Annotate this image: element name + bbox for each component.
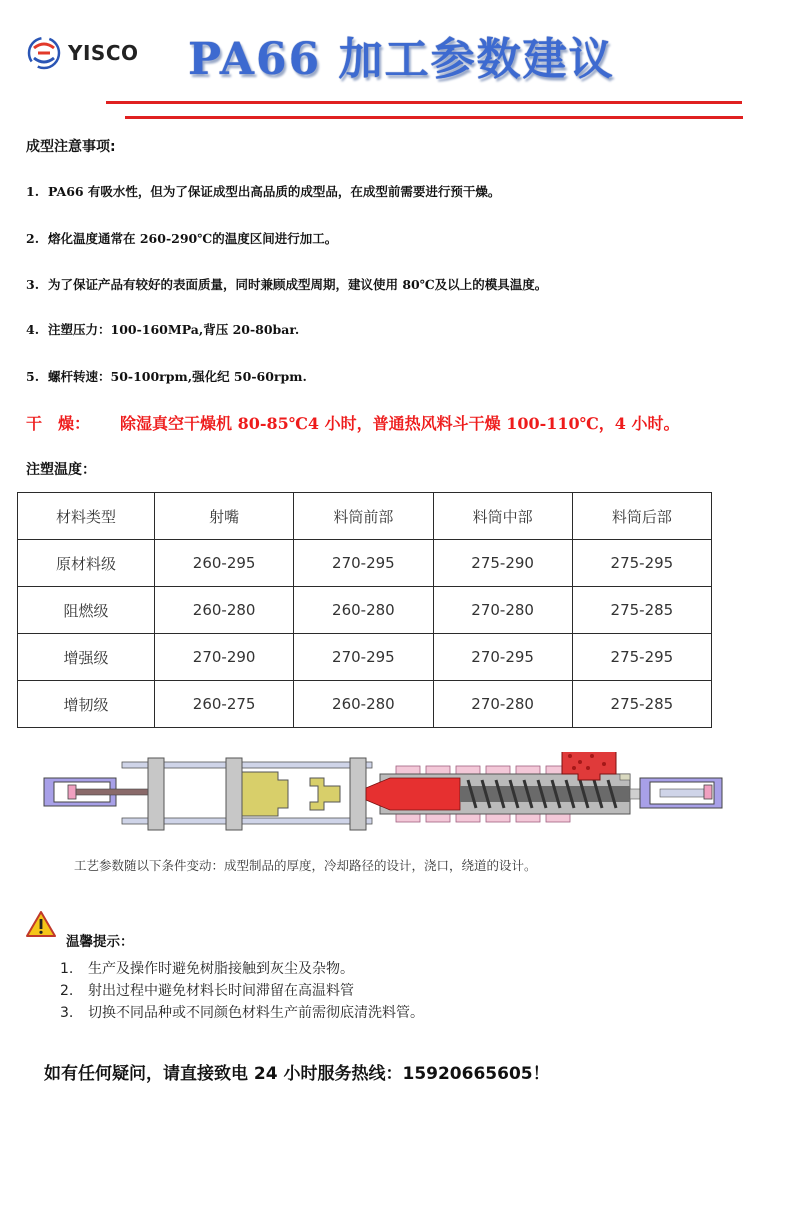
table-header-row <box>18 493 712 540</box>
drying-instructions <box>26 411 800 434</box>
notes-heading: 成型注意事项: <box>26 139 116 155</box>
list-item: 3. 切换不同品种或不同颜色材料生产前需彻底清洗料管。 <box>60 1005 424 1021</box>
table-row <box>18 540 712 587</box>
tips-list <box>60 958 424 1024</box>
table-cell: 增韧级 <box>18 681 155 728</box>
table-cell: 增强级 <box>18 634 155 681</box>
tips-heading: 温馨提示： <box>66 934 134 950</box>
note-item: 5. 螺杆转速：50-100rpm,强化纪 50-60rpm. <box>26 369 307 384</box>
service-hotline: 如有任何疑问，请直接致电 24 小时服务热线：15920665605！ <box>44 1064 550 1084</box>
column-header: 射嘴 <box>155 493 294 540</box>
table-row <box>18 634 712 681</box>
table-cell: 270-295 <box>433 634 572 681</box>
note-item: 3. 为了保证产品有较好的表面质量，同时兼顾成型周期，建议使用 80℃及以上的模具温度。 <box>26 277 548 292</box>
diagram-caption: 工艺参数随以下条件变动：成型制品的厚度，冷却路径的设计，浇口，绕道的设计。 <box>74 858 537 873</box>
table-cell: 原材料级 <box>18 540 155 587</box>
header-divider-top <box>106 101 742 104</box>
temperature-table <box>17 492 712 728</box>
drying-text: 除湿真空干燥机 80-85℃4 小时，普通热风料斗干燥 100-110℃，4 小时。 <box>120 414 680 433</box>
column-header: 料筒前部 <box>294 493 433 540</box>
column-header: 材料类型 <box>18 493 155 540</box>
table-cell: 275-290 <box>433 540 572 587</box>
logo-text: YISCO <box>68 41 139 65</box>
note-item: 2. 熔化温度通常在 260-290℃的温度区间进行加工。 <box>26 231 338 246</box>
table-cell: 260-280 <box>294 587 433 634</box>
table-cell: 260-280 <box>155 587 294 634</box>
table-cell: 270-280 <box>433 587 572 634</box>
header-divider-bottom <box>125 116 743 119</box>
table-cell: 275-285 <box>572 681 711 728</box>
brand-logo <box>26 34 156 72</box>
table-cell: 270-280 <box>433 681 572 728</box>
table-row <box>18 681 712 728</box>
table-cell: 阻燃级 <box>18 587 155 634</box>
table-cell: 270-290 <box>155 634 294 681</box>
drying-label: 干 燥： <box>26 414 91 433</box>
page-title: PA66 加工参数建议 <box>188 34 615 85</box>
yisco-logo-icon <box>26 35 62 71</box>
note-item: 1. PA66 有吸水性，但为了保证成型出高品质的成型品，在成型前需要进行预干燥。 <box>26 184 501 199</box>
column-header: 料筒后部 <box>572 493 711 540</box>
table-cell: 260-280 <box>294 681 433 728</box>
table-row <box>18 587 712 634</box>
list-item: 2. 射出过程中避免材料长时间滞留在高温料管 <box>60 983 354 999</box>
injection-machine-diagram <box>40 752 740 836</box>
table-cell: 260-295 <box>155 540 294 587</box>
list-item: 1. 生产及操作时避免树脂接触到灰尘及杂物。 <box>60 961 354 977</box>
table-cell: 275-295 <box>572 634 711 681</box>
table-cell: 270-295 <box>294 540 433 587</box>
table-cell: 275-285 <box>572 587 711 634</box>
column-header: 料筒中部 <box>433 493 572 540</box>
table-cell: 260-275 <box>155 681 294 728</box>
table-cell: 275-295 <box>572 540 711 587</box>
temperature-heading: 注塑温度： <box>26 462 96 478</box>
note-item: 4. 注塑压力：100-160MPa,背压 20-80bar. <box>26 322 300 337</box>
table-cell: 270-295 <box>294 634 433 681</box>
warning-icon <box>26 910 56 938</box>
